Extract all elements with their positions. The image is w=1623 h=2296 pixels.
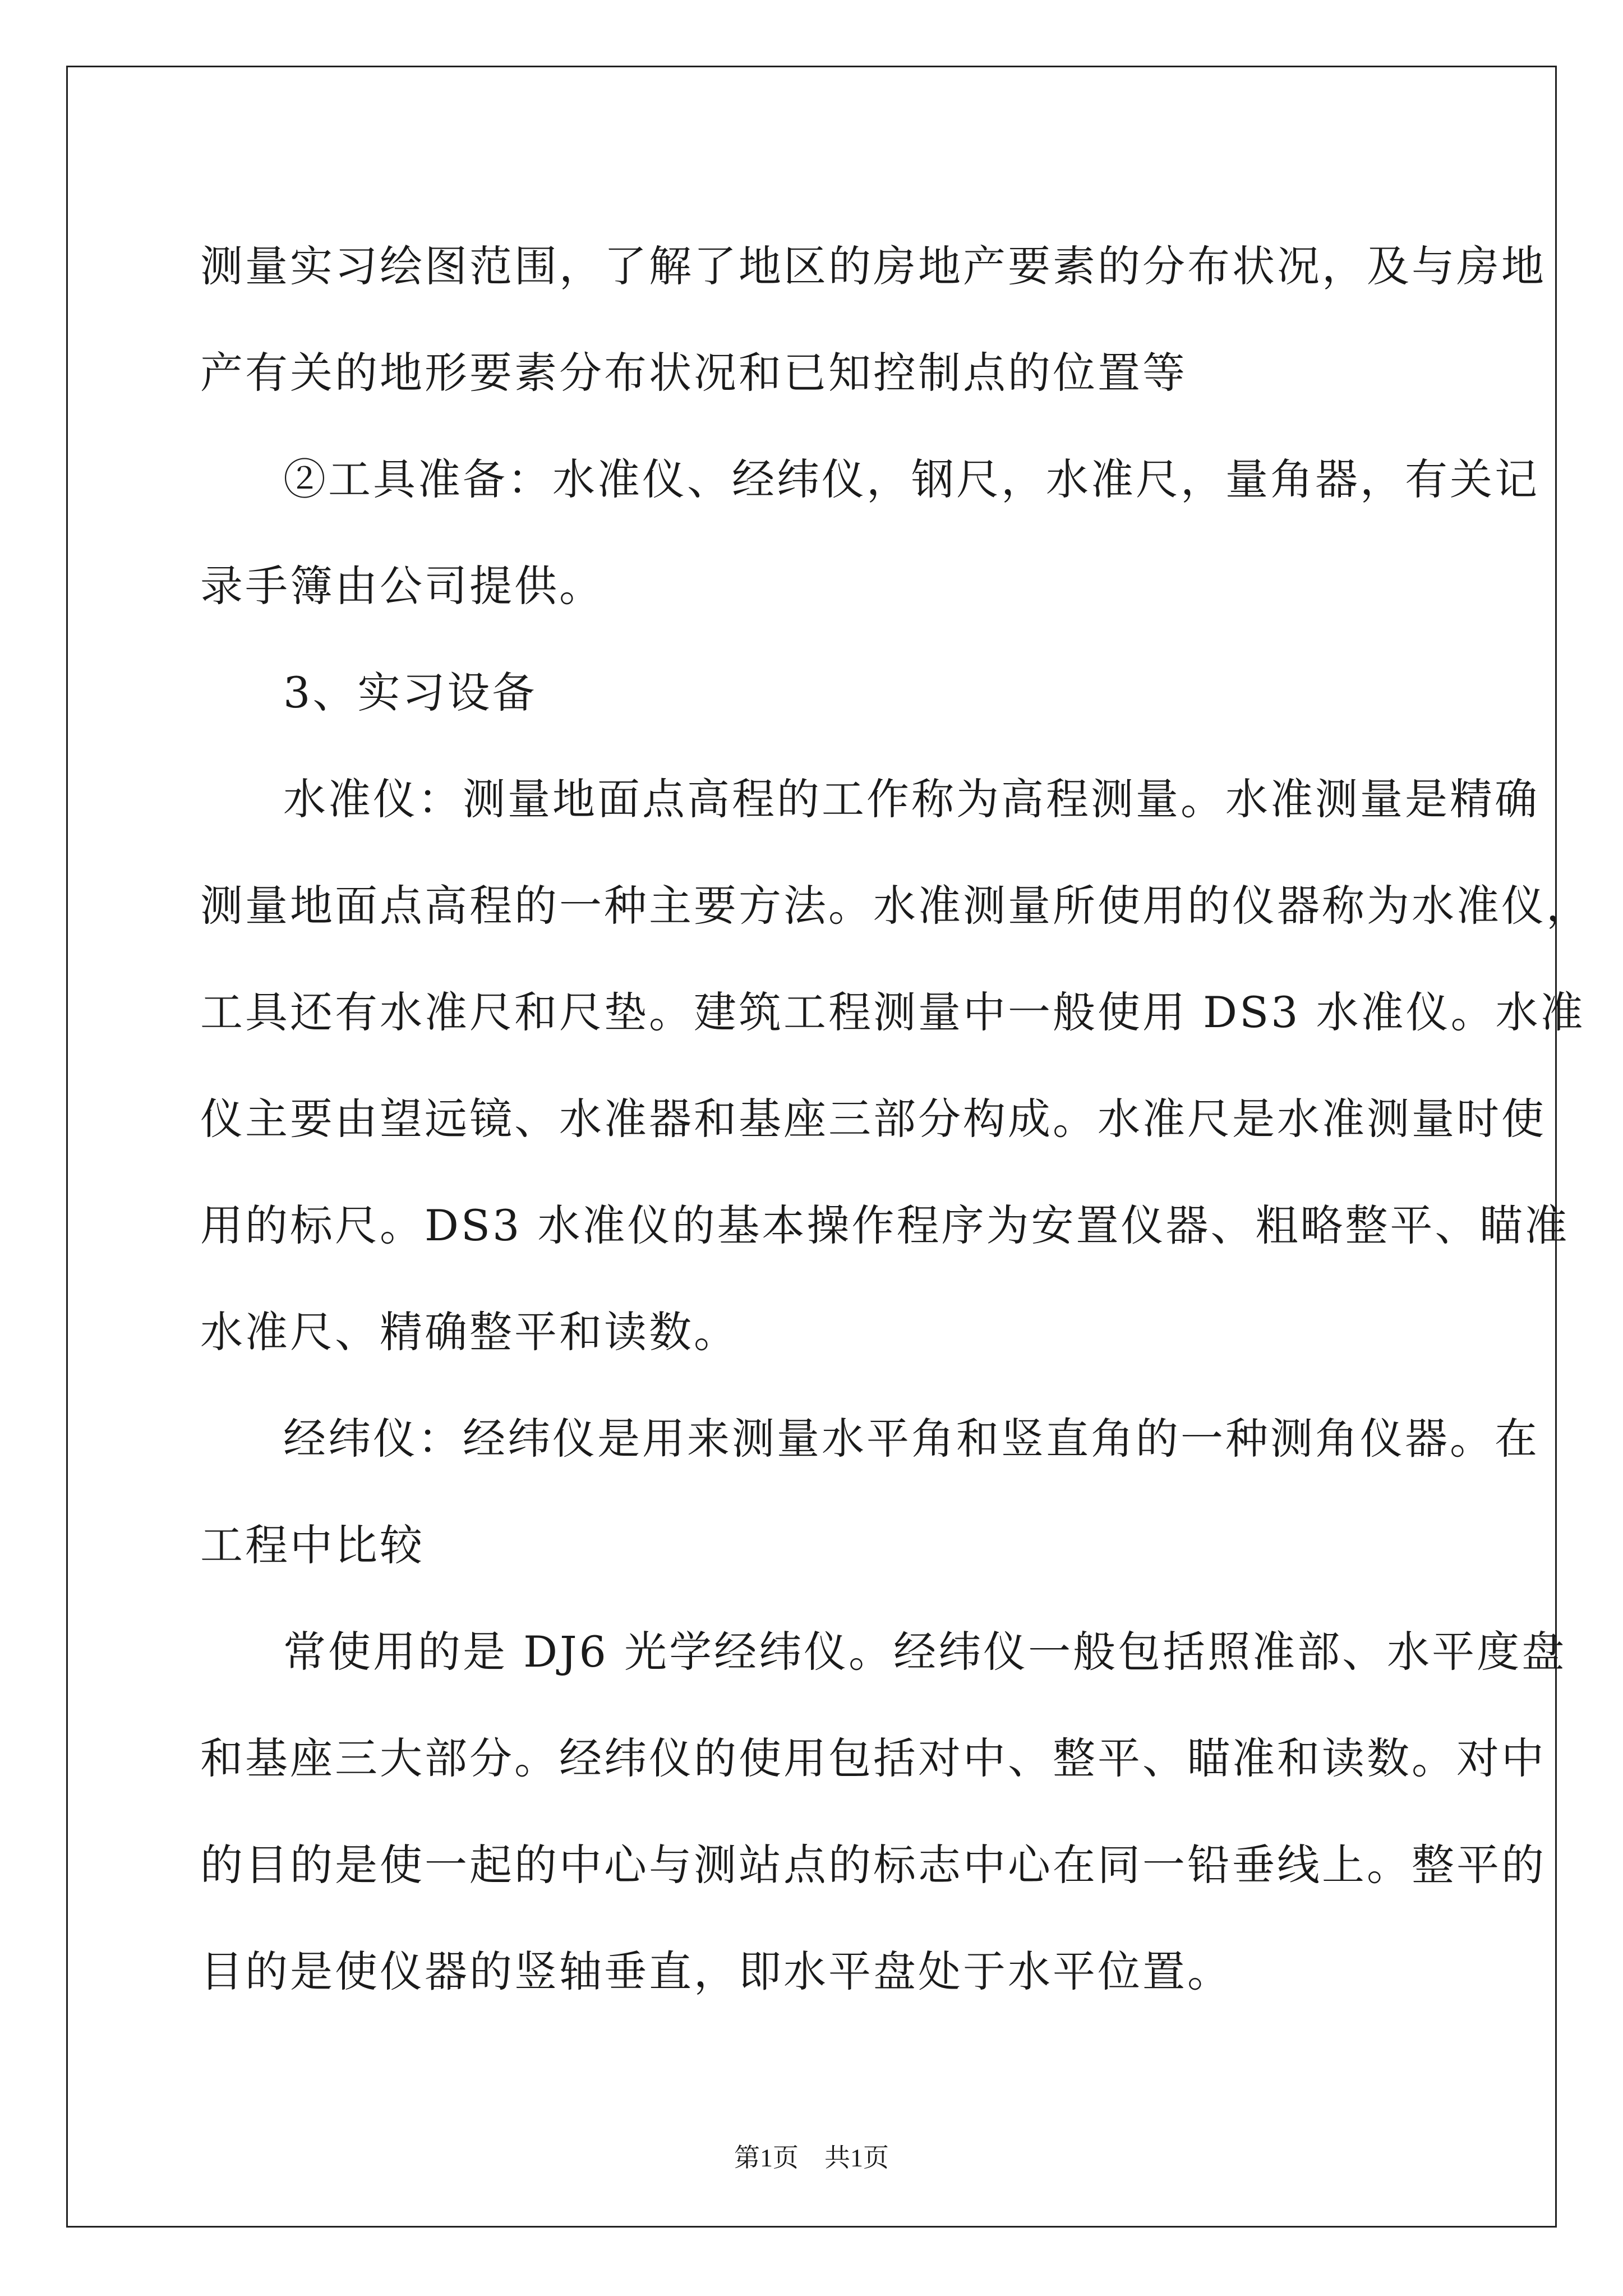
text-line: 测量实习绘图范围，了解了地区的房地产要素的分布状况，及与房地 [200,241,1546,291]
text-line: 产有关的地形要素分布状况和已知控制点的位置等 [200,348,1187,398]
text-line: 经纬仪：经纬仪是用来测量水平角和竖直角的一种测角仪器。在 [283,1414,1539,1464]
document-body [200,213,1591,2025]
text-line: 水准尺、精确整平和读数。 [200,1307,739,1357]
text-line: 工程中比较 [200,1520,425,1570]
text-line: ②工具准备：水准仪、经纬仪，钢尺，水准尺，量角器，有关记 [283,454,1539,504]
text-line: 的目的是使一起的中心与测站点的标志中心在同一铅垂线上。整平的 [200,1840,1546,1890]
text-line: 测量地面点高程的一种主要方法。水准测量所使用的仪器称为水准仪， [200,881,1591,931]
section-heading: 3、实习设备 [283,668,537,717]
page-footer: 第1页 共1页 [734,2143,889,2172]
text-line: 和基座三大部分。经纬仪的使用包括对中、整平、瞄准和读数。对中 [200,1733,1546,1783]
text-line: 水准仪：测量地面点高程的工作称为高程测量。水准测量是精确 [283,774,1539,824]
text-line: 仪主要由望远镜、水准器和基座三部分构成。水准尺是水准测量时使 [200,1094,1546,1144]
text-line: 工具还有水准尺和尺垫。建筑工程测量中一般使用 DS3 水准仪。水准 [200,987,1585,1037]
text-line: 目的是使仪器的竖轴垂直，即水平盘处于水平位置。 [200,1947,1232,1996]
text-line: 常使用的是 DJ6 光学经纬仪。经纬仪一般包括照准部、水平度盘 [283,1627,1567,1677]
text-line: 录手簿由公司提供。 [200,561,604,611]
text-line: 用的标尺。DS3 水准仪的基本操作程序为安置仪器、粗略整平、瞄准 [200,1200,1570,1250]
